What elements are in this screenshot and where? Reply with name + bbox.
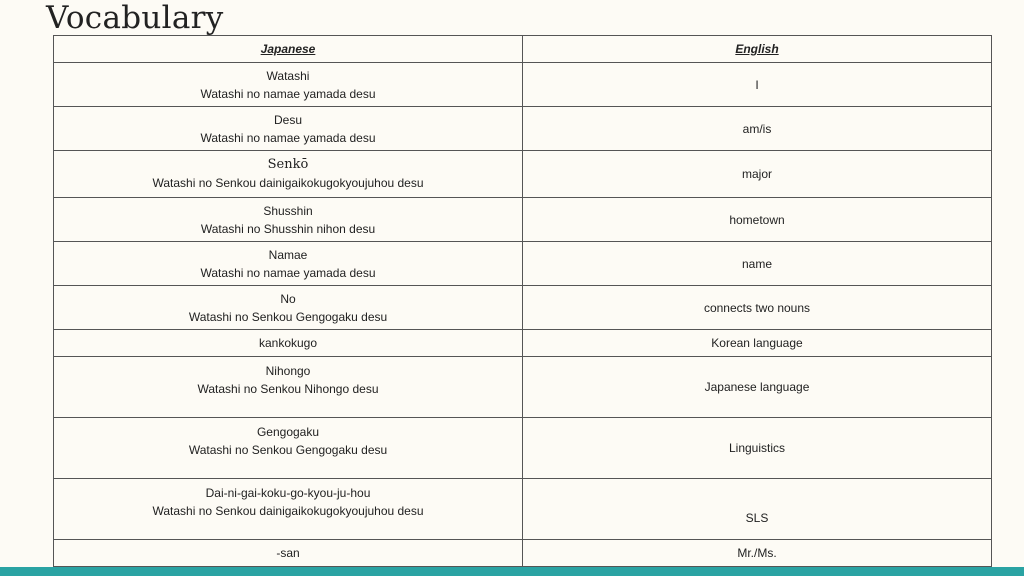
japanese-cell (54, 330, 523, 357)
table-row (54, 540, 992, 567)
example-sentence: Watashi no Shusshin nihon desu (200, 221, 376, 236)
japanese-word: Shusshin (263, 203, 313, 218)
english-cell: am/is (523, 107, 992, 151)
example-sentence: Watashi no Senkou Gengogaku desu (188, 309, 388, 324)
example-sentence: Watashi no namae yamada desu (200, 265, 376, 280)
english-cell: SLS (523, 479, 992, 540)
english-cell: I (523, 63, 992, 107)
header-japanese: Japanese (54, 36, 523, 63)
vocabulary-table (53, 35, 992, 567)
example-sentence: Watashi no Senkou Nihongo desu (197, 382, 379, 396)
table-row (54, 107, 992, 151)
english-cell: Japanese language (523, 357, 992, 418)
japanese-cell (54, 198, 523, 242)
japanese-cell (54, 418, 523, 479)
japanese-word: Desu (273, 112, 302, 127)
table-row (54, 330, 992, 357)
english-cell: Linguistics (523, 418, 992, 479)
japanese-cell (54, 107, 523, 151)
japanese-word: No (280, 291, 296, 306)
example-sentence: Watashi no namae yamada desu (200, 130, 376, 145)
footer-accent-bar (0, 567, 1024, 576)
japanese-cell (54, 151, 523, 198)
table-row (54, 286, 992, 330)
page-title: Vocabulary (46, 0, 224, 36)
example-sentence: Watashi no Senkou dainigaikokugokyoujuhou desu (152, 504, 424, 518)
example-sentence: Watashi no Senkou Gengogaku desu (188, 443, 388, 457)
japanese-word: Nihongo (265, 364, 311, 378)
japanese-word: kankokugo (258, 336, 318, 350)
japanese-word: Namae (268, 247, 308, 262)
japanese-word: Senkō (267, 157, 309, 172)
english-cell: major (523, 151, 992, 198)
table-row (54, 242, 992, 286)
example-sentence: Watashi no namae yamada desu (200, 86, 376, 101)
japanese-cell (54, 479, 523, 540)
english-cell: Korean language (523, 330, 992, 357)
header-english: English (523, 36, 992, 63)
table-header-row (54, 36, 992, 63)
example-sentence: Watashi no Senkou dainigaikokugokyoujuhou desu (152, 176, 424, 190)
english-cell: connects two nouns (523, 286, 992, 330)
english-cell: Mr./Ms. (523, 540, 992, 567)
table-row (54, 479, 992, 540)
japanese-word: Watashi (266, 68, 310, 83)
japanese-word: -san (276, 546, 300, 560)
japanese-cell (54, 357, 523, 418)
japanese-cell (54, 286, 523, 330)
japanese-cell (54, 242, 523, 286)
japanese-cell (54, 63, 523, 107)
table-row (54, 63, 992, 107)
english-cell: name (523, 242, 992, 286)
table-row (54, 198, 992, 242)
english-cell: hometown (523, 198, 992, 242)
japanese-cell (54, 540, 523, 567)
japanese-word: Dai-ni-gai-koku-go-kyou-ju-hou (205, 486, 371, 500)
japanese-word: Gengogaku (256, 425, 320, 439)
table-row (54, 418, 992, 479)
table-row (54, 151, 992, 198)
table-row (54, 357, 992, 418)
